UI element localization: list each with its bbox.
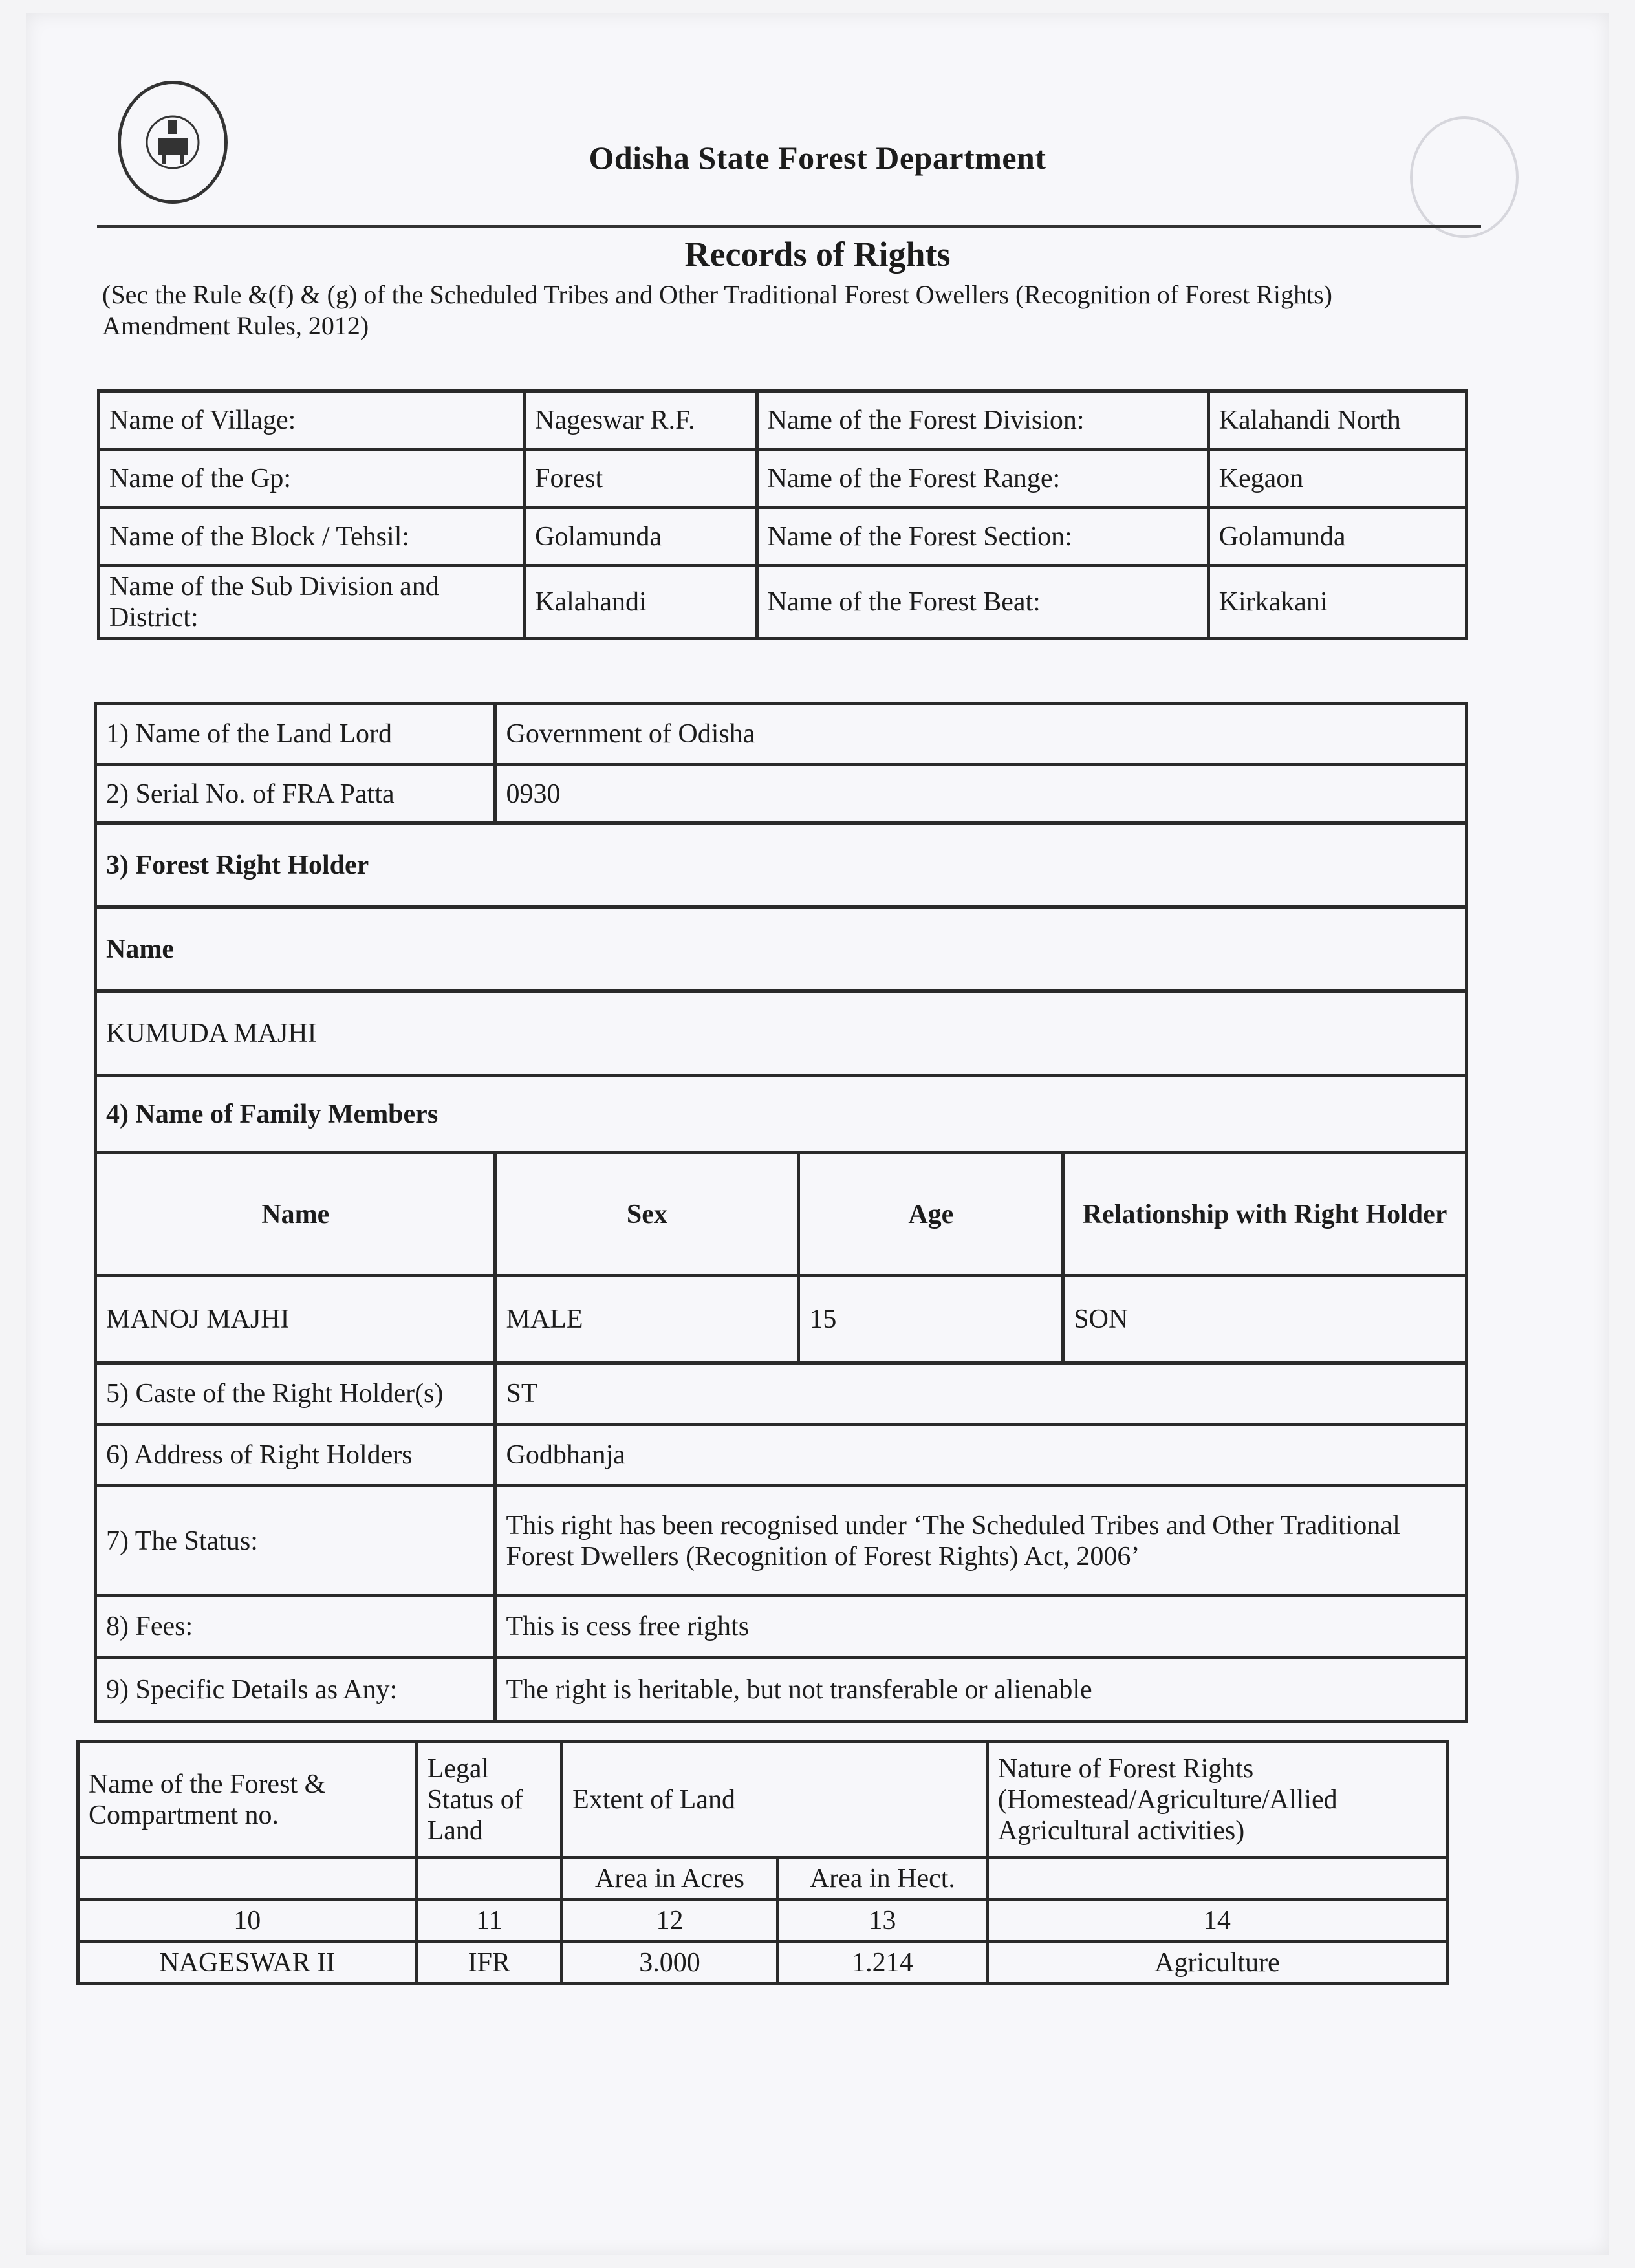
- name-heading: Name: [96, 907, 1467, 991]
- member-relationship: SON: [1063, 1276, 1467, 1363]
- col-number-11: 11: [417, 1900, 562, 1942]
- subdivision-value: Kalahandi: [525, 566, 757, 639]
- location-table: [97, 389, 1468, 640]
- family-header-name: Name: [96, 1153, 495, 1276]
- details-label: 9) Specific Details as Any:: [96, 1658, 495, 1722]
- division-value: Kalahandi North: [1208, 391, 1466, 449]
- status-value: [495, 1486, 1467, 1596]
- legal-status-value: IFR: [417, 1942, 562, 1984]
- legal-status-header: Legal Status of Land: [417, 1742, 562, 1858]
- family-header-sex: Sex: [495, 1153, 799, 1276]
- family-heading: 4) Name of Family Members: [96, 1075, 1467, 1153]
- land-row: [78, 1942, 1447, 1984]
- caste-label: 5) Caste of the Right Holder(s): [96, 1363, 495, 1425]
- rule-reference: (Sec the Rule &(f) & (g) of the Scheduled Tribes and Other Traditional Forest Owellers (Recognition of Forest Rights) Amendment Rules, 2012): [102, 280, 1332, 340]
- status-label: 7) The Status:: [96, 1486, 495, 1596]
- department-title: Odisha State Forest Department: [589, 140, 1046, 176]
- col-number-14: 14: [987, 1900, 1447, 1942]
- hect-value: 1.214: [777, 1942, 987, 1984]
- family-header-relationship: Relationship with Right Holder: [1063, 1153, 1467, 1276]
- section-value: Golamunda: [1208, 508, 1466, 566]
- header-divider: [97, 225, 1481, 228]
- member-age: 15: [799, 1276, 1063, 1363]
- member-sex: MALE: [495, 1276, 799, 1363]
- gp-label: Name of the Gp:: [99, 449, 525, 508]
- range-value: Kegaon: [1208, 449, 1466, 508]
- block-value: Golamunda: [525, 508, 757, 566]
- nature-header: Nature of Forest Rights (Homestead/Agriculture/Allied Agricultural activities): [987, 1742, 1447, 1858]
- col-number-13: 13: [777, 1900, 987, 1942]
- landlord-value: Government of Odisha: [495, 704, 1467, 765]
- caste-value: ST: [495, 1363, 1467, 1425]
- division-label: Name of the Forest Division:: [757, 391, 1208, 449]
- legal-subheader-blank: [417, 1858, 562, 1900]
- nature-value: Agriculture: [987, 1942, 1447, 1984]
- land-table: [76, 1740, 1449, 1985]
- column-number-row: [78, 1900, 1447, 1942]
- village-value: Nageswar R.F.: [525, 391, 757, 449]
- serial-label: 2) Serial No. of FRA Patta: [96, 765, 495, 823]
- forest-value: NAGESWAR II: [78, 1942, 417, 1984]
- status-line-1: This right has been recognised under ‘The Scheduled Tribes and Other Traditional: [506, 1510, 1400, 1540]
- gp-value: Forest: [525, 449, 757, 508]
- document-title: Records of Rights: [684, 235, 951, 274]
- beat-label: Name of the Forest Beat:: [757, 566, 1208, 639]
- nature-subheader-blank: [987, 1858, 1447, 1900]
- record-table: [94, 702, 1468, 1723]
- col-number-10: 10: [78, 1900, 417, 1942]
- status-line-2: Forest Dwellers (Recognition of Forest Rights) Act, 2006’: [506, 1541, 1140, 1571]
- details-value: The right is heritable, but not transferable or alienable: [495, 1658, 1467, 1722]
- extent-header: Extent of Land: [562, 1742, 988, 1858]
- member-name: MANOJ MAJHI: [96, 1276, 495, 1363]
- range-label: Name of the Forest Range:: [757, 449, 1208, 508]
- forest-subheader-blank: [78, 1858, 417, 1900]
- acres-header: Area in Acres: [562, 1858, 778, 1900]
- watermark-emblem-icon: [1410, 116, 1519, 238]
- col-number-12: 12: [562, 1900, 778, 1942]
- landlord-label: 1) Name of the Land Lord: [96, 704, 495, 765]
- serial-value: 0930: [495, 765, 1467, 823]
- beat-value: Kirkakani: [1208, 566, 1466, 639]
- block-label: Name of the Block / Tehsil:: [99, 508, 525, 566]
- fees-label: 8) Fees:: [96, 1596, 495, 1658]
- acres-value: 3.000: [562, 1942, 778, 1984]
- family-header-age: Age: [799, 1153, 1063, 1276]
- forest-header: Name of the Forest & Compartment no.: [78, 1742, 417, 1858]
- fees-value: This is cess free rights: [495, 1596, 1467, 1658]
- hect-header: Area in Hect.: [777, 1858, 987, 1900]
- subdivision-label: Name of the Sub Division and District:: [99, 566, 525, 639]
- family-member-row: [96, 1276, 1467, 1363]
- address-label: 6) Address of Right Holders: [96, 1425, 495, 1486]
- holder-heading: 3) Forest Right Holder: [96, 823, 1467, 907]
- village-label: Name of Village:: [99, 391, 525, 449]
- holder-name: KUMUDA MAJHI: [96, 991, 1467, 1075]
- address-value: Godbhanja: [495, 1425, 1467, 1486]
- section-label: Name of the Forest Section:: [757, 508, 1208, 566]
